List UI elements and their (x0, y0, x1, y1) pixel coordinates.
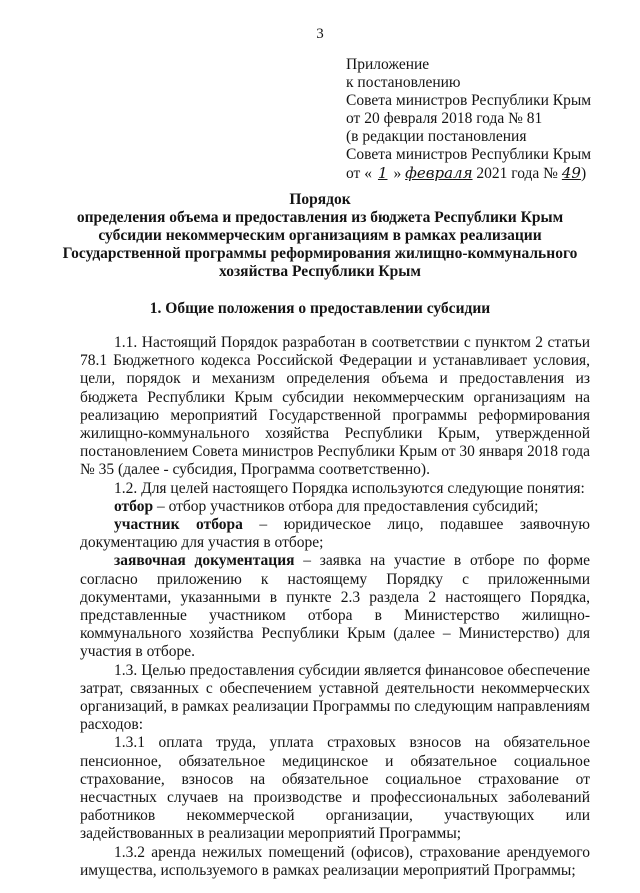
paragraph-1-3-2: 1.3.2 аренда нежилых помещений (офисов), страхование арендуемого имущества, используемого в рамках реализации мероприятий Программы; (80, 843, 590, 879)
definition-otbor (80, 498, 590, 516)
appendix-date-line (346, 164, 636, 183)
paragraph-1-3-1: 1.3.1 оплата труда, уплата страховых взносов на обязательное пенсионное, обязательное медицинское и обязательное социальное страхование, взносов на обязательное социальное страхование от несчастных случаев на производстве и профессиональных заболеваний работников некоммерческой организации, участвующих или задействованных в реализации мероприятий Программы; (80, 734, 590, 843)
handwritten-number: 49 (561, 164, 581, 182)
date-prefix: от « (346, 165, 372, 182)
term-zayavka: заявочная документация (114, 552, 295, 570)
date-suffix: ) (580, 165, 587, 182)
date-year: 2021 года № (476, 165, 558, 182)
term-otbor: отбор (114, 497, 154, 515)
appendix-line: Совета министров Республики Крым (346, 92, 592, 109)
appendix-line: от 20 февраля 2018 года № 81 (346, 110, 543, 127)
appendix-line: Совета министров Республики Крым (346, 146, 592, 163)
title-line: Государственной программы реформирования жилищно-коммунального (62, 245, 578, 262)
title-line: Порядок (289, 191, 351, 208)
paragraph-1-2: 1.2. Для целей настоящего Порядка используются следующие понятия: (114, 479, 585, 497)
document-body (80, 334, 590, 880)
paragraph-1-3: 1.3. Целью предоставления субсидии является финансовое обеспечение затрат, связанных с обеспечением уставной деятельности некоммерческих организаций, в рамках реализации Программы по следующим направлениям расходов: (80, 661, 590, 734)
appendix-line: к постановлению (346, 74, 461, 91)
page-number: 3 (316, 26, 324, 42)
title-line: хозяйства Республики Крым (219, 263, 421, 280)
title-line: субсидии некоммерческим организациям в рамках реализации (98, 227, 542, 244)
term-uchastnik: участник отбора (114, 516, 243, 534)
date-mid: » (393, 165, 402, 182)
section-heading: 1. Общие положения о предоставлении субсидии (149, 300, 491, 317)
appendix-line: Приложение (346, 56, 430, 73)
paragraph-1-1: 1.1. Настоящий Порядок разработан в соответствии с пунктом 2 статьи 78.1 Бюджетного кодекса Российской Федерации и устанавливает условия, цели, порядок и механизм определения объема и предоставления из бюджета Республики Крым субсидии некоммерческим организациям на реализацию мероприятий Государственной программы реформирования жилищно-коммунального хозяйства Республики Крым, утвержденной постановлением Совета министров Республики Крым от 30 января 2018 года № 35 (далее - субсидия, Программа соответственно). (80, 334, 590, 479)
handwritten-day: 1 (377, 164, 388, 182)
appendix-line: (в редакции постановления (346, 128, 527, 145)
definition-text: – отбор участников отбора для предоставления субсидий; (153, 497, 539, 515)
handwritten-month: февраля (405, 164, 473, 182)
appendix-block (346, 56, 636, 183)
document-title (60, 191, 580, 281)
definition-text: – юридическое лицо, подавшее заявочную документацию для участия в отборе; (80, 516, 591, 552)
title-line: определения объема и предоставления из бюджета Республики Крым (76, 209, 564, 226)
definition-zayavka (80, 552, 590, 661)
definition-uchastnik (80, 516, 590, 552)
definition-text: – заявка на участие в отборе по форме согласно приложению к настоящему Порядку с приложенными документами, указанными в пункте 2.3 раздела 2 настоящего Порядка, представленные участником отбора в Министерство жилищно-коммунального хозяйства Республики Крым (далее – Министерство) для участия в отборе. (80, 552, 591, 661)
